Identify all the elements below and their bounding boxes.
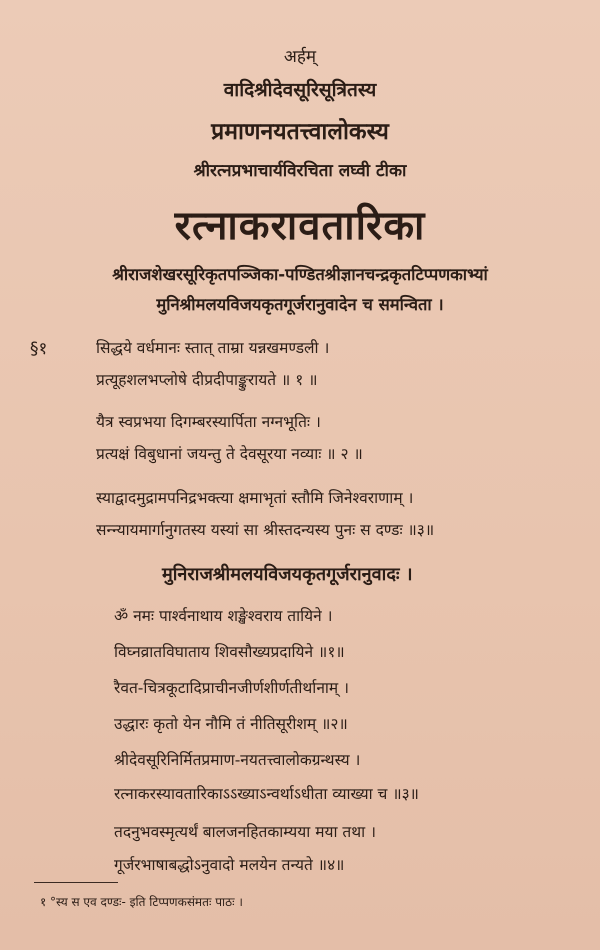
translation-verse-line: विघ्नव्रातविघाताय शिवसौख्यप्रदायिने ॥१॥	[114, 643, 345, 661]
footnote: १ °स्य स एव दण्डः- इति टिप्पणकसंमतः पाठः ।	[40, 895, 243, 909]
translation-verse-line: तदनुभवस्मृत्यर्थं बालजनहितकाम्यया मया तथा ।	[114, 823, 376, 841]
section-mark: §१	[30, 339, 48, 359]
commentary-line: श्रीरत्नप्रभाचार्यविरचिता लघ्वी टीका	[193, 161, 407, 181]
subtitle-line-1: श्रीराजशेखरसूरिकृतपञ्जिका-पण्डितश्रीज्ञानचन्द्रकृतटिप्पणकाभ्यां	[112, 265, 488, 284]
translation-verse-line: रत्नाकरस्यावतारिकाऽऽख्याऽन्वर्थाऽधीता व्याख्या च ॥३॥	[114, 785, 419, 803]
verse-line: सन्न्यायमार्गानुगतस्य यस्यां सा श्रीस्तदन्यस्य पुनः स दण्डः ॥३॥	[96, 521, 435, 539]
footnote-rule	[34, 882, 118, 883]
verse-line: प्रत्यक्षं विबुधानां जयन्तु ते देवसूरया नव्याः ॥ २ ॥	[96, 445, 363, 463]
translation-verse-line: गूर्जरभाषाबद्धोऽनुवादो मलयेन तन्यते ॥४॥	[114, 856, 345, 874]
translation-verse-line: रैवत-चित्रकूटादिप्राचीनजीर्णशीर्णतीर्थानाम् ।	[114, 679, 350, 697]
subtitle-line-2: मुनिश्रीमलयविजयकृतगूर्जरानुवादेन च समन्विता ।	[156, 295, 444, 314]
main-title: रत्नाकरावतारिका	[174, 203, 426, 249]
translation-verse-line: उद्धारः कृतो येन नौमि तं नीतिसूरीशम् ॥२॥	[114, 715, 348, 733]
author-line: वादिश्रीदेवसूरिसूत्रितस्य	[223, 79, 377, 101]
verse-line: स्याद्वादमुद्रामपनिद्रभक्त्या क्षमाभृतां स्तौमि जिनेश्वराणाम् ।	[96, 489, 414, 507]
invocation: अर्हम्	[283, 47, 317, 67]
work-title: प्रमाणनयतत्त्वालोकस्य	[211, 119, 389, 145]
translation-verse-line: श्रीदेवसूरिनिर्मितप्रमाण-नयतत्त्वालोकग्रन्थस्य ।	[114, 751, 361, 769]
verse-line: सिद्धये वर्धमानः स्तात् ताम्रा यन्नखमण्डली ।	[96, 339, 330, 357]
translation-heading: मुनिराजश्रीमलयविजयकृतगूर्जरानुवादः ।	[162, 564, 413, 585]
verse-line: प्रत्यूहशलभप्लोषे दीप्रदीपाङ्कुरायते ॥ १ ॥	[96, 371, 318, 389]
verse-line: यैत्र स्वप्रभया दिगम्बरस्यार्पिता नग्नभूतिः ।	[96, 413, 321, 431]
translation-verse-line: ॐ नमः पार्श्वनाथाय शङ्खेश्वराय तायिने ।	[114, 607, 333, 625]
